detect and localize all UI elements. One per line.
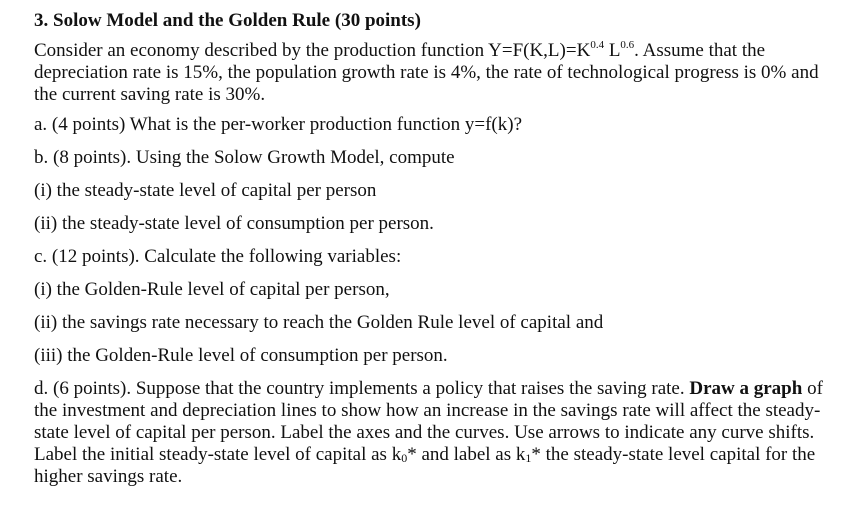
part-c-iii: (iii) the Golden-Rule level of consumption per person. bbox=[34, 345, 448, 366]
part-c: c. (12 points). Calculate the following variables: bbox=[34, 246, 402, 267]
part-d-emphasis: Draw a graph bbox=[689, 378, 803, 399]
intro-text-2: L bbox=[604, 40, 621, 61]
part-b: b. (8 points). Using the Solow Growth Model, compute bbox=[34, 147, 455, 168]
part-d bbox=[34, 378, 834, 488]
question-block bbox=[34, 10, 834, 488]
part-a: a. (4 points) What is the per-worker production function y=f(k)? bbox=[34, 114, 523, 135]
labor-exponent: 0.6 bbox=[620, 38, 635, 51]
part-d-text-1: d. (6 points). Suppose that the country implements a policy that raises the saving rate. bbox=[34, 378, 690, 399]
intro-text-3: . Assume that the depreciation rate is 15%, the population growth rate is 4%, the rate of technological progress is 0% and the current saving rate is 30%. bbox=[34, 40, 819, 105]
part-d-text-2: of the investment and depreciation lines to show how an increase in the savings rate will affect the steady-state level of capital per person. Label the axes and the curves. Use arrows to indicate any curve shifts. Label the initial steady-state level of capital as k bbox=[34, 378, 823, 465]
k1-subscript: 1 bbox=[525, 451, 532, 465]
part-d-text-3: * and label as k bbox=[407, 444, 526, 465]
part-d-text-4: * the steady-state level capital for the higher savings rate. bbox=[34, 444, 816, 487]
part-c-ii: (ii) the savings rate necessary to reach the Golden Rule level of capital and bbox=[34, 312, 604, 333]
part-b-i: (i) the steady-state level of capital per person bbox=[34, 180, 377, 201]
capital-exponent: 0.4 bbox=[590, 38, 605, 51]
intro-text-1: Consider an economy described by the production function Y=F(K,L)=K bbox=[34, 40, 591, 61]
part-c-i: (i) the Golden-Rule level of capital per person, bbox=[34, 279, 390, 300]
question-intro bbox=[34, 40, 834, 106]
part-b-ii: (ii) the steady-state level of consumption per person. bbox=[34, 213, 434, 234]
k0-subscript: 0 bbox=[401, 451, 408, 465]
question-heading: 3. Solow Model and the Golden Rule (30 points) bbox=[34, 10, 421, 31]
